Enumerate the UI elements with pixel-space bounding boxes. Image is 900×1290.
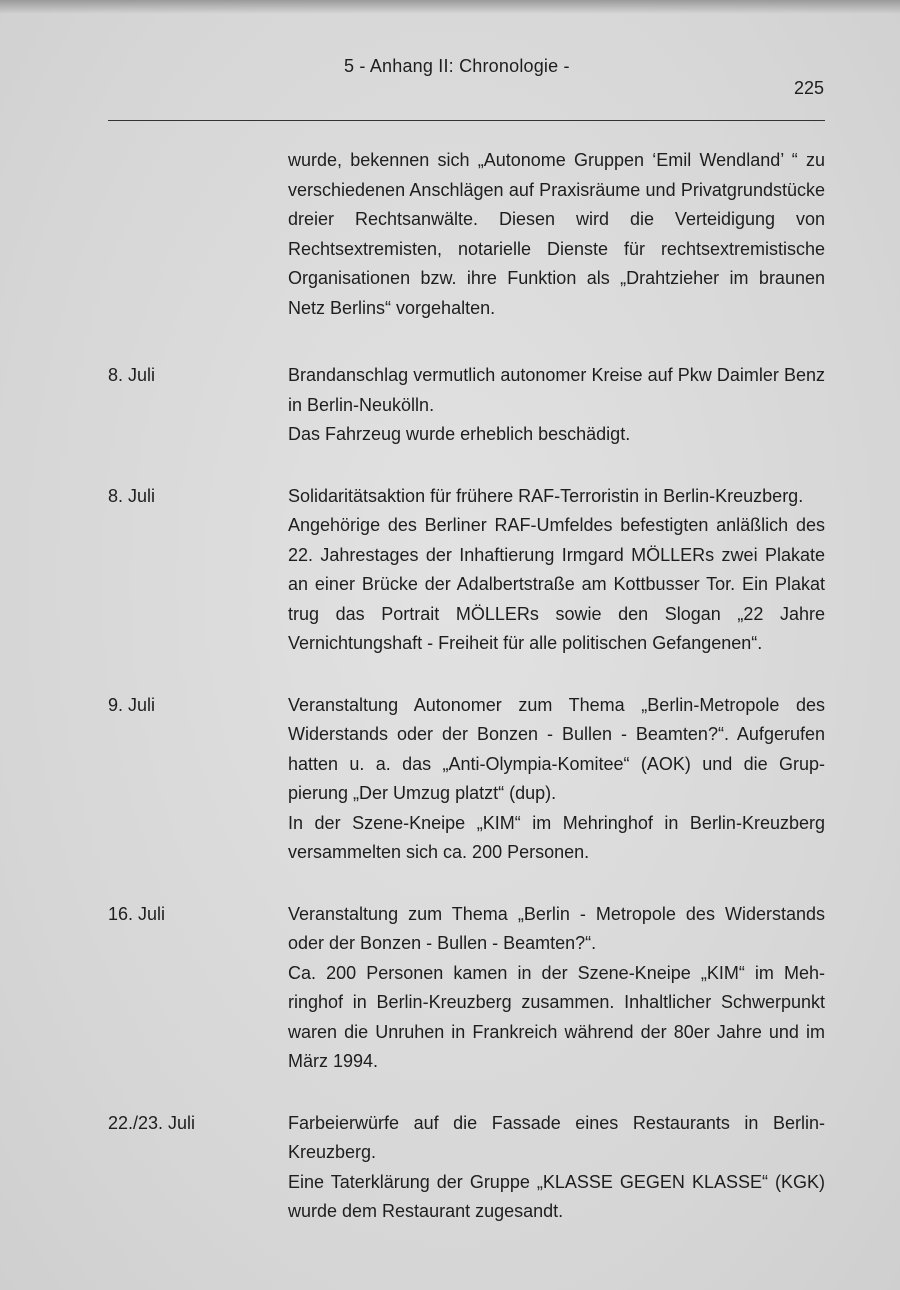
entry-paragraph: Veranstaltung Autonomer zum Thema „Berlin-Metropole des Widerstands oder der Bonzen - Bullen - Beamten?“. Aufgerufen hatten u. a. das „Anti-Olympia-Komitee“ (AOK) und die Gruppierung „Der Umzug platzt“ (dup). [288, 694, 825, 803]
entry-body [288, 1109, 825, 1227]
entry-paragraph: Eine Taterklärung der Gruppe „KLASSE GEGEN KLASSE“ (KGK) wurde dem Restaurant zugesandt. [288, 1171, 825, 1221]
entry-paragraph: Solidaritätsaktion für frühere RAF-Terroristin in Berlin-Kreuzberg. [288, 485, 804, 506]
entry-paragraph: Das Fahrzeug wurde erheblich beschädigt. [288, 424, 631, 444]
page-number: 225 [793, 78, 824, 98]
running-header-title: 5 - Anhang II: Chronologie - [344, 56, 570, 76]
entry-body [288, 146, 825, 323]
entry-date: 16. Juli [108, 903, 166, 924]
entry-paragraph: Farbeierwürfe auf die Fassade eines Restaurants in Berlin-Kreuzberg. [288, 1112, 825, 1162]
entry-date: 8. Juli [108, 485, 156, 506]
chronology-entry [108, 691, 825, 868]
entry-body [288, 482, 825, 659]
entry-date: 8. Juli [108, 365, 156, 385]
entry-paragraph: Angehörige des Berliner RAF-Umfeldes befestigten anläßlich des 22. Jahrestages der Inhaftierung Irmgard MÖLLERs zwei Plakate an einer Brücke der Adalbertstraße am Kottbusser Tor. Ein Plakat trug das Portrait MÖLLERs sowie den Slogan „22 Jahre Vernichtungshaft - Freiheit für alle politischen Gefangenen“. [288, 515, 825, 653]
chronology-entry-continuation [108, 146, 825, 323]
entry-body [288, 361, 825, 450]
entry-body [288, 900, 825, 1077]
chronology-entry [108, 1109, 825, 1227]
chronology-entry [108, 361, 825, 450]
entry-paragraph: Veranstaltung zum Thema „Berlin - Metropole des Widerstands oder der Bonzen - Bullen - Beamten?“. [288, 903, 825, 953]
entry-body [288, 691, 825, 868]
chronology-entry [108, 482, 825, 659]
entry-date: 9. Juli [108, 694, 156, 715]
entry-paragraph: wurde, bekennen sich „Autonome Gruppen ‘Emil Wendland’ “ zu verschiedenen Anschlägen auf Praxisräume und Privatgrundstücke dreier Rechtsanwälte. Diesen wird die Verteidigung von Rechtsextremisten, notarielle Dienste für rechtsextremistische Organisationen bzw. ihre Funktion als „Drahtzieher im braunen Netz Berlins“ vorgehalten. [288, 150, 825, 318]
header-divider [108, 120, 825, 121]
scan-top-edge [0, 0, 900, 14]
chronology-entry [108, 900, 825, 1077]
entry-date: 22./23. Juli [108, 1112, 196, 1133]
entry-paragraph: In der Szene-Kneipe „KIM“ im Mehringhof in Berlin-Kreuzberg versammelten sich ca. 200 Personen. [288, 812, 825, 862]
entry-paragraph: Brandanschlag vermutlich autonomer Kreise auf Pkw Daimler Benz in Berlin-Neukölln. [288, 365, 825, 415]
entry-paragraph: Ca. 200 Personen kamen in der Szene-Kneipe „KIM“ im Mehringhof in Berlin-Kreuzberg zusammen. Inhaltlicher Schwerpunkt waren die Unruhen in Frankreich während der 80er Jahre und im März 1994. [288, 962, 825, 1071]
chronology-content [108, 146, 825, 1259]
entry-date-empty [108, 146, 288, 323]
